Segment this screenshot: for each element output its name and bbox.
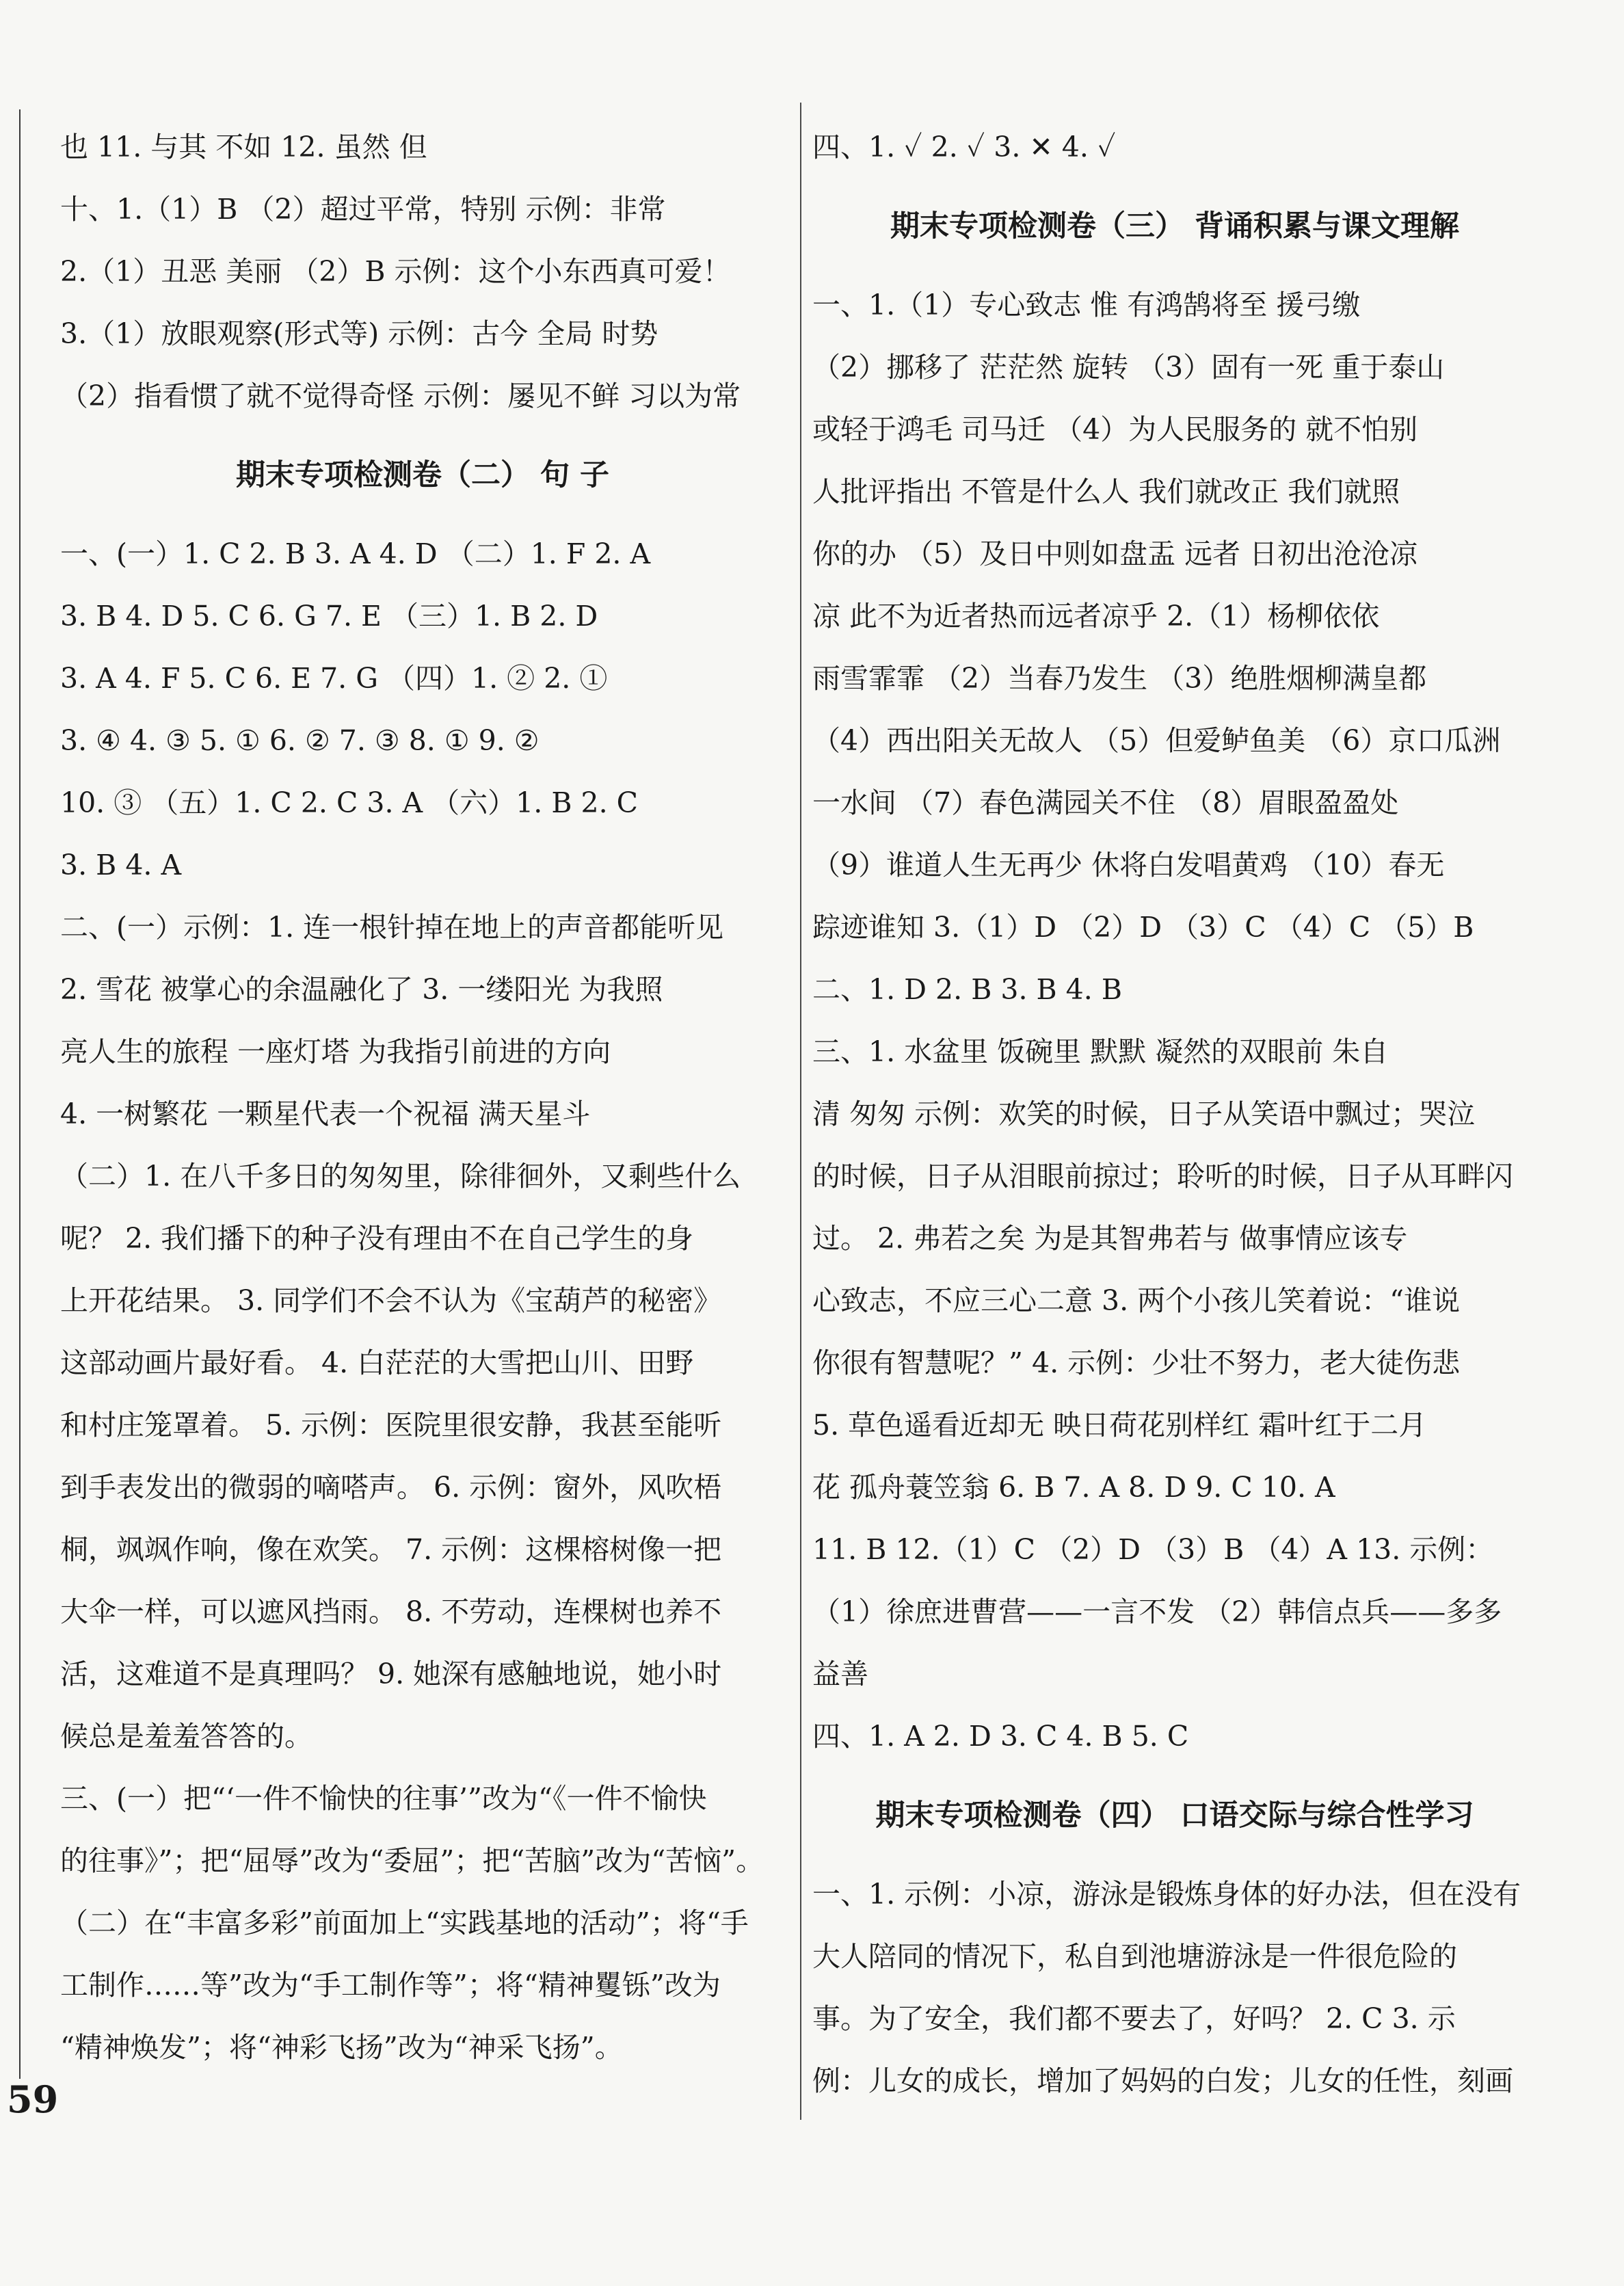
- right-answer-line: 事。为了安全，我们都不要去了，好吗？ 2. C 3. 示: [812, 2002, 1456, 2035]
- right-answer-line: 大人陪同的情况下，私自到池塘游泳是一件很危险的: [812, 1940, 1457, 1973]
- right-answer-line: 雨雪霏霏 （2）当春乃发生 （3）绝胜烟柳满皇都: [812, 662, 1427, 695]
- right-answer-line: （9）谁道人生无再少 休将白发唱黄鸡 （10）春无: [812, 849, 1445, 881]
- left-answer-line: （二）在“丰富多彩”前面加上“实践基地的活动”；将“手: [60, 1906, 749, 1939]
- right-answer-line: 一、1. 示例：小凉，游泳是锻炼身体的好办法，但在没有: [812, 1878, 1521, 1911]
- left-answer-line: 二、(一）示例：1. 连一根针掉在地上的声音都能听见: [60, 911, 724, 944]
- left-answer-line: 2.（1）丑恶 美丽 （2）B 示例：这个小东西真可爱！: [60, 255, 731, 288]
- right-answer-line: 例：儿女的成长，增加了妈妈的白发；儿女的任性，刻画: [812, 2064, 1513, 2097]
- right-answer-line: 一、1.（1）专心致志 惟 有鸿鹄将至 援弓缴: [812, 289, 1361, 321]
- right-answer-line: 四、1. ✓ 2. ✓ 3. ✕ 4. ✓: [812, 131, 1116, 163]
- right-answer-line: 11. B 12.（1）C （2）D （3）B （4）A 13. 示例：: [812, 1533, 1494, 1566]
- left-answer-line: 和村庄笼罩着。 5. 示例：医院里很安静，我甚至能听: [60, 1409, 722, 1441]
- left-answer-line: 到手表发出的微弱的嘀嗒声。 6. 示例：窗外，风吹梧: [60, 1471, 722, 1504]
- right-answer-line: 花 孤舟蓑笠翁 6. B 7. A 8. D 9. C 10. A: [812, 1471, 1335, 1504]
- left-answer-line: 一、(一）1. C 2. B 3. A 4. D （二）1. F 2. A: [60, 537, 651, 570]
- left-answer-line: 3. ④ 4. ③ 5. ① 6. ② 7. ③ 8. ① 9. ②: [60, 724, 540, 757]
- right-answer-line: 5. 草色遥看近却无 映日荷花别样红 霜叶红于二月: [812, 1409, 1427, 1441]
- left-answer-line: 也 11. 与其 不如 12. 虽然 但: [60, 131, 427, 163]
- right-answer-line: 四、1. A 2. D 3. C 4. B 5. C: [812, 1720, 1189, 1753]
- column-divider: [800, 103, 801, 2120]
- right-answer-line: 的时候，日子从泪眼前掠过；聆听的时候，日子从耳畔闪: [812, 1160, 1513, 1193]
- right-answer-line: 心致志，不应三心二意 3. 两个小孩儿笑着说：“谁说: [812, 1284, 1461, 1317]
- left-answer-line: 3. B 4. D 5. C 6. G 7. E （三）1. B 2. D: [60, 600, 598, 633]
- right-answer-line: 二、1. D 2. B 3. B 4. B: [812, 973, 1122, 1006]
- right-answer-line: 或轻于鸿毛 司马迁 （4）为人民服务的 就不怕别: [812, 413, 1418, 446]
- left-answer-line: 4. 一树繁花 一颗星代表一个祝福 满天星斗: [60, 1098, 591, 1130]
- right-answer-line: 踪迹谁知 3.（1）D （2）D （3）C （4）C （5）B: [812, 911, 1474, 944]
- left-answer-line: 这部动画片最好看。 4. 白茫茫的大雪把山川、田野: [60, 1346, 694, 1379]
- right-answer-line: （2）挪移了 茫茫然 旋转 （3）固有一死 重于泰山: [812, 351, 1445, 384]
- left-answer-line: 大伞一样，可以遮风挡雨。 8. 不劳动，连棵树也养不: [60, 1595, 722, 1628]
- left-answer-line: 十、1.（1）B （2）超过平常，特别 示例：非常: [60, 193, 666, 226]
- left-answer-line: 候总是羞羞答答的。: [60, 1720, 312, 1753]
- left-answer-line: 亮人生的旅程 一座灯塔 为我指引前进的方向: [60, 1035, 611, 1068]
- right-answer-line: 人批评指出 不管是什么人 我们就改正 我们就照: [812, 475, 1400, 508]
- right-answer-line: 清 匆匆 示例：欢笑的时候，日子从笑语中飘过；哭泣: [812, 1098, 1476, 1130]
- page-number: 59: [7, 2077, 59, 2121]
- right-answer-line: （4）西出阳关无故人 （5）但爱鲈鱼美 （6）京口瓜洲: [812, 724, 1501, 757]
- right-answer-line: 一水间 （7）春色满园关不住 （8）眉眼盈盈处: [812, 786, 1399, 819]
- left-section-heading: 期末专项检测卷（二） 句 子: [236, 458, 609, 492]
- left-answer-line: 3.（1）放眼观察(形式等) 示例：古今 全局 时势: [60, 317, 658, 350]
- right-answer-line: 你的办 （5）及日中则如盘盂 远者 日初出沧沧凉: [812, 537, 1418, 570]
- left-answer-line: 桐，飒飒作响，像在欢笑。 7. 示例：这棵榕树像一把: [60, 1533, 722, 1566]
- left-answer-line: 的往事》”；把“屈辱”改为“委屈”；把“苦脑”改为“苦恼”。: [60, 1844, 764, 1877]
- right-answer-line: 三、1. 水盆里 饭碗里 默默 凝然的双眼前 朱自: [812, 1035, 1389, 1068]
- left-answer-line: （2）指看惯了就不觉得奇怪 示例：屡见不鲜 习以为常: [60, 380, 741, 412]
- right-section-heading: 期末专项检测卷（四） 口语交际与综合性学习: [875, 1798, 1474, 1833]
- right-column: [812, 116, 1537, 2112]
- right-answer-line: 益善: [812, 1658, 868, 1690]
- right-answer-line: 过。 2. 弗若之矣 为是其智弗若与 做事情应该专: [812, 1222, 1408, 1255]
- left-answer-line: 3. A 4. F 5. C 6. E 7. G （四）1. ② 2. ①: [60, 662, 608, 695]
- right-answer-line: 你很有智慧呢？” 4. 示例：少壮不努力，老大徒伤悲: [812, 1346, 1461, 1379]
- left-answer-line: 上开花结果。 3. 同学们不会不认为《宝葫芦的秘密》: [60, 1284, 722, 1317]
- left-answer-line: 活，这难道不是真理吗？ 9. 她深有感触地说，她小时: [60, 1658, 722, 1690]
- right-section-heading: 期末专项检测卷（三） 背诵积累与课文理解: [890, 209, 1459, 243]
- left-answer-line: 工制作……等”改为“手工制作等”；将“精神矍铄”改为: [60, 1969, 721, 2002]
- left-answer-line: 3. B 4. A: [60, 849, 182, 881]
- left-answer-line: 10. ③ （五）1. C 2. C 3. A （六）1. B 2. C: [60, 786, 639, 819]
- left-answer-line: 三、(一）把“‘一件不愉快的往事’”改为“《一件不愉快: [60, 1782, 707, 1815]
- left-answer-line: （二）1. 在八千多日的匆匆里，除徘徊外，又剩些什么: [60, 1160, 741, 1193]
- left-column: [60, 116, 785, 2079]
- right-answer-line: （1）徐庶进曹营——一言不发 （2）韩信点兵——多多: [812, 1595, 1502, 1628]
- left-margin-rule: [19, 109, 21, 2079]
- left-answer-line: 呢？ 2. 我们播下的种子没有理由不在自己学生的身: [60, 1222, 694, 1255]
- right-answer-line: 凉 此不为近者热而远者凉乎 2.（1）杨柳依依: [812, 600, 1380, 633]
- left-answer-line: “精神焕发”；将“神彩飞扬”改为“神采飞扬”。: [60, 2031, 623, 2064]
- left-answer-line: 2. 雪花 被掌心的余温融化了 3. 一缕阳光 为我照: [60, 973, 663, 1006]
